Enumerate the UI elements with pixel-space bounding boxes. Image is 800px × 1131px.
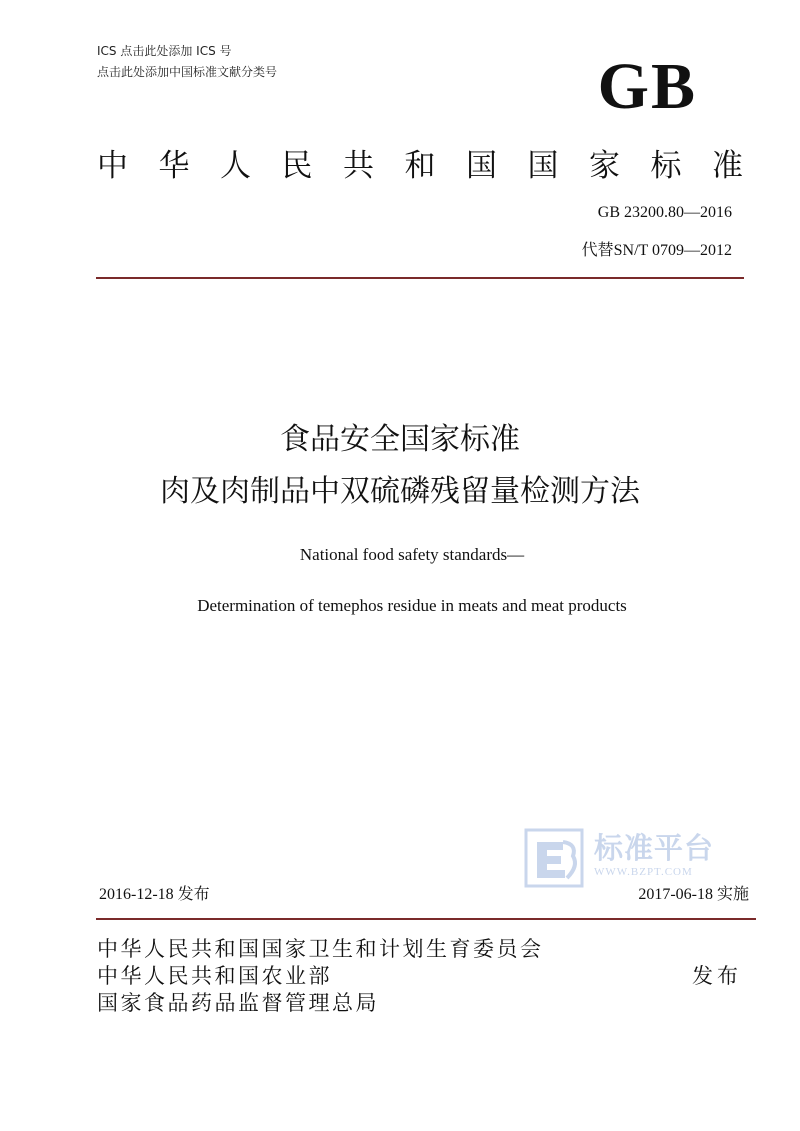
national-title-char: 共 bbox=[343, 148, 374, 184]
issuer-health-commission: 中华人民共和国国家卫生和计划生育委员会 bbox=[97, 937, 544, 961]
gb-logo: GB bbox=[597, 50, 697, 123]
watermark-text: 标准平台 bbox=[594, 831, 715, 865]
national-title-char: 准 bbox=[712, 148, 743, 184]
bottom-divider bbox=[96, 918, 756, 920]
national-title-char: 人 bbox=[220, 148, 251, 184]
title-en-line1: National food safety standards— bbox=[299, 545, 525, 564]
national-title-char: 家 bbox=[589, 148, 620, 184]
watermark-url: WWW.BZPT.COM bbox=[594, 866, 693, 878]
issuer-ministry-agriculture: 中华人民共和国农业部 bbox=[97, 964, 332, 988]
national-title-char: 国 bbox=[466, 148, 497, 184]
top-divider bbox=[96, 277, 744, 279]
national-title-char: 中 bbox=[97, 148, 128, 184]
title-en-line2: Determination of temephos residue in meats and meat products bbox=[197, 596, 627, 615]
issue-date: 2016-12-18 发布 bbox=[99, 886, 210, 903]
title-cn-line2: 肉及肉制品中双硫磷残留量检测方法 bbox=[160, 474, 640, 509]
national-standard-title bbox=[97, 146, 743, 186]
national-title-char: 标 bbox=[650, 148, 682, 184]
ics-number: ICS 点击此处添加 ICS 号 bbox=[97, 44, 232, 58]
implementation-date: 2017-06-18 实施 bbox=[638, 886, 749, 903]
national-title-char: 民 bbox=[281, 148, 313, 184]
standard-code: GB 23200.80—2016 bbox=[597, 204, 732, 221]
publish-label: 发布 bbox=[692, 964, 742, 988]
issuer-food-drug-administration: 国家食品药品监督管理总局 bbox=[97, 991, 379, 1015]
national-title-char: 华 bbox=[158, 148, 190, 184]
replaced-standard: 代替SN/T 0709—2012 bbox=[581, 242, 732, 259]
national-title-char: 国 bbox=[527, 148, 559, 184]
title-cn-line1: 食品安全国家标准 bbox=[280, 422, 520, 457]
national-title-char: 和 bbox=[404, 148, 436, 184]
classification-number: 点击此处添加中国标准文献分类号 bbox=[97, 65, 278, 79]
